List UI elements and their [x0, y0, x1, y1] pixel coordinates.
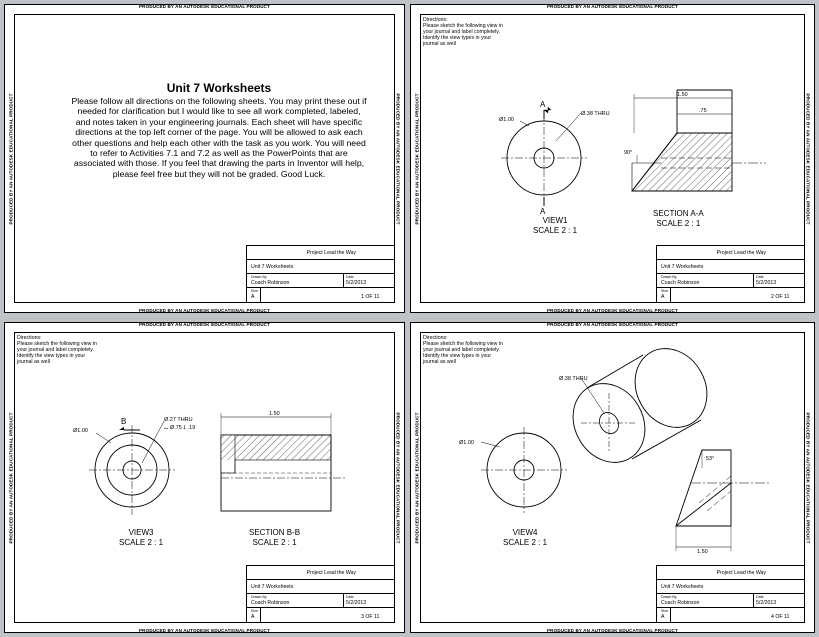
view1-label: VIEW1 SCALE 2 : 1	[533, 216, 578, 235]
drawn-by-label: Drawn By	[661, 595, 677, 599]
sheet-header-text: PRODUCED BY AN AUTODESK EDUCATIONAL PRODUCT	[139, 322, 270, 327]
title-block-project: Project Lead the Way	[306, 250, 356, 256]
size-value: A	[661, 614, 665, 620]
svg-text:B: B	[121, 417, 127, 426]
size-label: Size	[251, 609, 258, 613]
sheet-right-text: PRODUCED BY AN AUTODESK EDUCATIONAL PRODUCT	[805, 412, 811, 543]
svg-text:Ø.27 THRU: Ø.27 THRU	[164, 417, 193, 423]
view3-label: VIEW3 SCALE 2 : 1	[119, 528, 164, 547]
page-number: 3 OF 11	[361, 614, 380, 620]
drawing-frame	[420, 332, 805, 623]
svg-text:1.50: 1.50	[269, 411, 280, 417]
svg-text:1.50: 1.50	[697, 549, 708, 555]
svg-text:Ø1.00: Ø1.00	[459, 440, 474, 446]
drawn-by-value: Coach Robinson	[661, 280, 700, 286]
page-number: 4 OF 11	[771, 614, 790, 620]
svg-text:Ø.38 THRU: Ø.38 THRU	[559, 376, 588, 382]
sheet-2	[410, 4, 815, 313]
title-block-title: Unit 7 Worksheets	[661, 264, 704, 270]
size-label: Size	[661, 289, 668, 293]
svg-text:A: A	[540, 100, 546, 109]
title-block-title: Unit 7 Worksheets	[661, 584, 704, 590]
svg-text:90°: 90°	[624, 150, 633, 156]
sheet-footer-text: PRODUCED BY AN AUTODESK EDUCATIONAL PRODUCT	[547, 308, 678, 313]
size-value: A	[251, 614, 255, 620]
title-block-project: Project Lead the Way	[306, 570, 356, 576]
page-number: 1 OF 11	[361, 294, 380, 300]
title-block	[246, 565, 394, 622]
date-label: Date	[346, 275, 354, 279]
page-number: 2 OF 11	[771, 294, 790, 300]
sheet-1	[4, 4, 405, 313]
drawing-frame	[420, 14, 805, 303]
sheet-3	[4, 322, 405, 633]
size-label: Size	[661, 609, 668, 613]
view4-label: VIEW4 SCALE 2 : 1	[503, 528, 548, 547]
cover-body: Please follow all directions on the following sheets. You may print these out if needed for clarification but I would like to see all work completed, labeled, and notes taken in your engineering journals. Each sheet will have specific directions at the top left corner of the page. You will be allowed to ask each other questions and help each other with the task as you work. You will need to refer to Activities 7.1 and 7.2 as well as the PowerPoints that are associated with those. If you feel that drawing the parts in Inventor will help, please feel free but they will not be graded. Good Luck.	[71, 96, 367, 179]
svg-text:A: A	[540, 207, 546, 216]
svg-text:Ø1.00: Ø1.00	[499, 117, 514, 123]
title-block-project: Project Lead the Way	[716, 570, 766, 576]
date-value: 5/2/2013	[756, 600, 777, 606]
sheet-header-text: PRODUCED BY AN AUTODESK EDUCATIONAL PRODUCT	[547, 322, 678, 327]
sheet-footer-text: PRODUCED BY AN AUTODESK EDUCATIONAL PRODUCT	[139, 628, 270, 633]
title-block-project: Project Lead the Way	[716, 250, 766, 256]
sheet-left-text: PRODUCED BY AN AUTODESK EDUCATIONAL PRODUCT	[8, 93, 14, 224]
svg-text:⌴ Ø.75 ↧ .19: ⌴ Ø.75 ↧ .19	[164, 425, 196, 431]
date-label: Date	[756, 595, 764, 599]
sheet-header-text: PRODUCED BY AN AUTODESK EDUCATIONAL PRODUCT	[139, 4, 270, 9]
sheet-left-text: PRODUCED BY AN AUTODESK EDUCATIONAL PRODUCT	[414, 93, 420, 224]
directions-note: Directions: Please sketch the following view in your journal and label completely. Identify the view types in your journal as well	[423, 335, 503, 365]
sheet-left-text: PRODUCED BY AN AUTODESK EDUCATIONAL PRODUCT	[8, 412, 14, 543]
directions-note: Directions: Please sketch the following view in your journal and label completely. Identify the view types in your journal as well	[423, 17, 503, 47]
drawn-by-value: Coach Robinson	[251, 600, 290, 606]
drawn-by-label: Drawn By	[251, 275, 267, 279]
drawn-by-label: Drawn By	[251, 595, 267, 599]
title-block	[656, 565, 804, 622]
title-block	[656, 245, 804, 302]
cover-text	[71, 81, 367, 179]
title-block-title: Unit 7 Worksheets	[251, 264, 294, 270]
section-bb-label: SECTION B-B SCALE 2 : 1	[249, 528, 301, 547]
title-block	[246, 245, 394, 302]
cover-heading: Unit 7 Worksheets	[166, 81, 272, 95]
date-label: Date	[346, 595, 354, 599]
svg-text:Ø.38 THRU: Ø.38 THRU	[581, 111, 610, 117]
svg-text:1.50: 1.50	[677, 92, 688, 98]
size-value: A	[661, 294, 665, 300]
date-label: Date	[756, 275, 764, 279]
sheet-4	[410, 322, 815, 633]
svg-text:53°: 53°	[706, 456, 715, 462]
svg-text:Ø1.00: Ø1.00	[73, 428, 88, 434]
drawn-by-value: Coach Robinson	[251, 280, 290, 286]
drawing-frame	[14, 14, 395, 303]
sheet-right-text: PRODUCED BY AN AUTODESK EDUCATIONAL PRODUCT	[805, 93, 811, 224]
size-label: Size	[251, 289, 258, 293]
date-value: 5/2/2013	[346, 600, 367, 606]
date-value: 5/2/2013	[756, 280, 777, 286]
drawn-by-label: Drawn By	[661, 275, 677, 279]
sheet-right-text: PRODUCED BY AN AUTODESK EDUCATIONAL PRODUCT	[395, 93, 401, 224]
sheet-right-text: PRODUCED BY AN AUTODESK EDUCATIONAL PRODUCT	[395, 412, 401, 543]
sheet-footer-text: PRODUCED BY AN AUTODESK EDUCATIONAL PRODUCT	[139, 308, 270, 313]
size-value: A	[251, 294, 255, 300]
drawn-by-value: Coach Robinson	[661, 600, 700, 606]
drawing-frame	[14, 332, 395, 623]
sheet-left-text: PRODUCED BY AN AUTODESK EDUCATIONAL PRODUCT	[414, 412, 420, 543]
title-block-title: Unit 7 Worksheets	[251, 584, 294, 590]
directions-note: Directions: Please sketch the following view in your journal and label completely. Identify the view types in your journal as well	[17, 335, 97, 365]
sheet-footer-text: PRODUCED BY AN AUTODESK EDUCATIONAL PRODUCT	[547, 628, 678, 633]
section-aa-label: SECTION A-A SCALE 2 : 1	[653, 209, 704, 228]
sheet-header-text: PRODUCED BY AN AUTODESK EDUCATIONAL PRODUCT	[547, 4, 678, 9]
date-value: 5/2/2013	[346, 280, 367, 286]
svg-text:.75: .75	[699, 108, 707, 114]
